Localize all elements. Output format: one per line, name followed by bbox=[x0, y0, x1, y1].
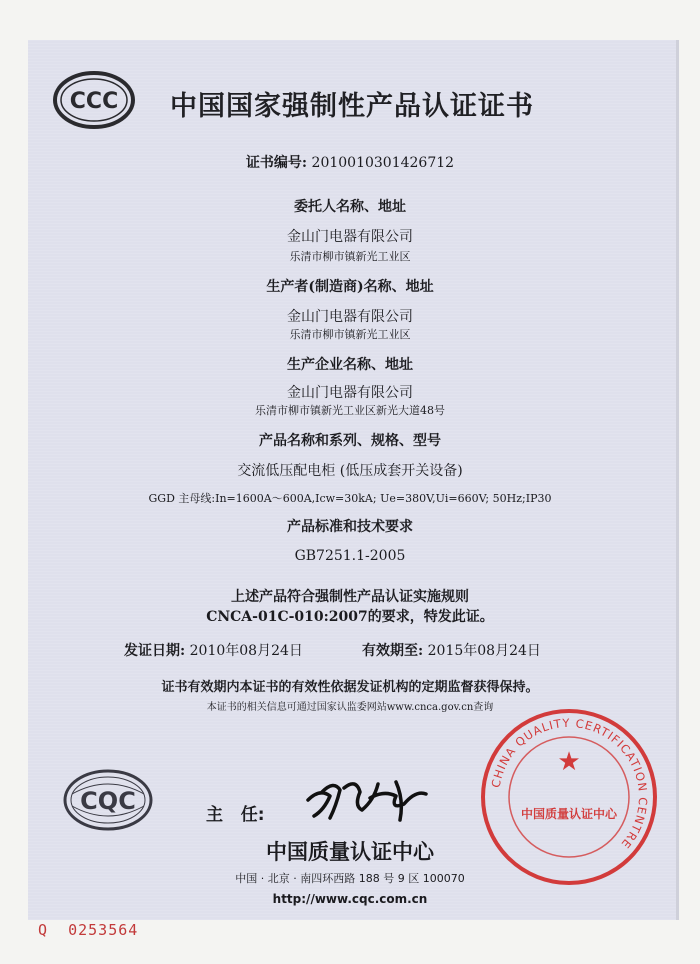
seal-inner-text: 中国质量认证中心 bbox=[520, 807, 618, 821]
standard-heading: 产品标准和技术要求 bbox=[287, 519, 413, 535]
product-name: 交流低压配电柜 (低压成套开关设备) bbox=[237, 463, 463, 479]
factory-address: 乐清市柳市镇新光工业区新光大道48号 bbox=[255, 404, 445, 417]
factory-name: 金山门电器有限公司 bbox=[287, 385, 413, 401]
expiry-date-label: 有效期至: bbox=[362, 643, 424, 659]
organization-address: 中国 · 北京 · 南四环西路 188 号 9 区 100070 bbox=[235, 872, 465, 885]
cert-number-value: 2010010301426712 bbox=[311, 155, 455, 171]
cert-number-line bbox=[0, 152, 700, 172]
ccc-logo-text: CCC bbox=[69, 89, 119, 114]
manufacturer-name: 金山门电器有限公司 bbox=[287, 309, 413, 325]
product-heading: 产品名称和系列、规格、型号 bbox=[259, 433, 441, 449]
serial-number: Q 0253564 bbox=[38, 921, 139, 939]
validity-note: 证书有效期内本证书的有效性依据发证机构的定期监督获得保持。 bbox=[161, 680, 539, 695]
entrusting-address: 乐清市柳市镇新光工业区 bbox=[289, 250, 411, 263]
cert-number-label: 证书编号: bbox=[245, 155, 308, 171]
inquiry-note: 本证书的相关信息可通过国家认监委网站www.cnca.gov.cn查询 bbox=[206, 702, 494, 713]
issue-date-value: 2010年08月24日 bbox=[189, 643, 303, 659]
factory-heading: 生产企业名称、地址 bbox=[287, 357, 413, 373]
seal-outer-text: CHINA QUALITY CERTIFICATION CENTRE bbox=[488, 715, 651, 852]
manufacturer-address: 乐清市柳市镇新光工业区 bbox=[289, 328, 411, 341]
entrusting-heading: 委托人名称、地址 bbox=[294, 199, 406, 215]
expiry-date-value: 2015年08月24日 bbox=[427, 643, 541, 659]
issuing-organization: 中国质量认证中心 bbox=[266, 840, 434, 864]
issue-date bbox=[124, 640, 303, 660]
svg-text:★: ★ bbox=[557, 747, 581, 777]
conformity-line-2: CNCA-01C-010:2007的要求，特发此证。 bbox=[206, 609, 494, 625]
organization-url: http://www.cqc.com.cn bbox=[272, 892, 428, 906]
cqc-logo-text: CQC bbox=[80, 787, 136, 815]
entrusting-name: 金山门电器有限公司 bbox=[287, 229, 413, 245]
director-label: 主 任: bbox=[206, 805, 265, 825]
issue-date-label: 发证日期: bbox=[124, 643, 186, 659]
product-spec: GGD 主母线:In=1600A～600A,Icw=30kA; Ue=380V,Ui=660V; 50Hz;IP30 bbox=[148, 492, 552, 505]
expiry-date bbox=[362, 640, 541, 660]
ccc-logo bbox=[52, 70, 136, 130]
manufacturer-heading: 生产者(制造商)名称、地址 bbox=[266, 279, 434, 295]
director-signature bbox=[300, 770, 440, 826]
certificate-title: 中国国家强制性产品认证证书 bbox=[170, 91, 534, 122]
official-seal bbox=[478, 706, 660, 888]
standard-value: GB7251.1-2005 bbox=[294, 548, 406, 564]
cqc-logo bbox=[62, 768, 154, 832]
conformity-line-1: 上述产品符合强制性产品认证实施规则 bbox=[231, 589, 469, 605]
